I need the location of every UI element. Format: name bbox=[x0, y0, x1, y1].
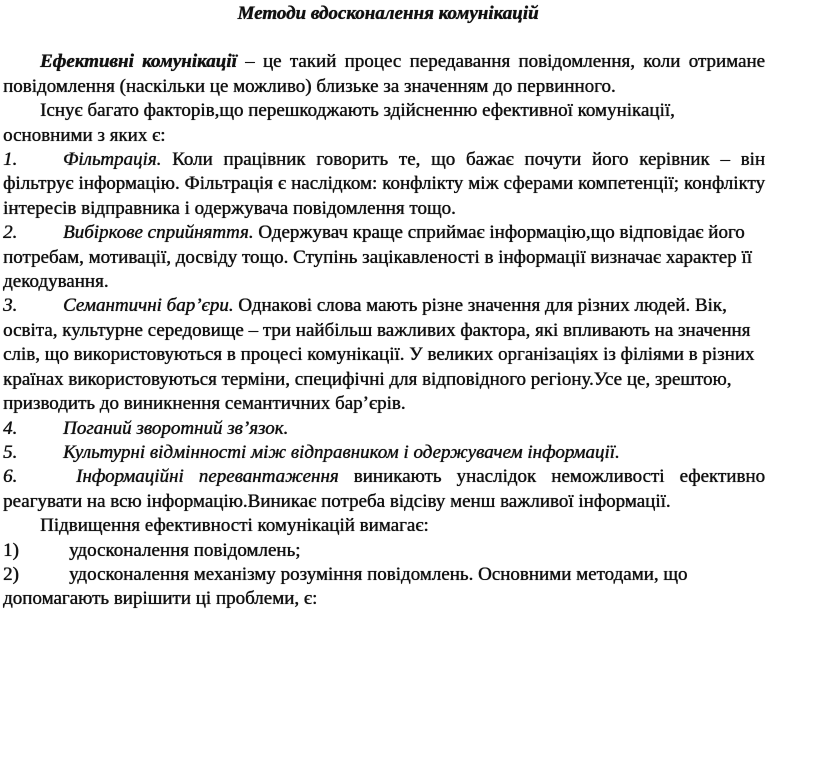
improvement-text: удосконалення повідомлень; bbox=[69, 539, 301, 561]
factor-text: виникають унаслідок неможливості ефективно реагувати на всю інформацію.Виникає потреба відсіву менш важливої інформації. bbox=[3, 466, 765, 512]
factor-item-3 bbox=[3, 294, 765, 416]
improvement-number: 1) bbox=[3, 539, 19, 561]
factors-intro: Існує багато факторів,що перешкоджають здійсненню ефективної комунікації, основними з яких є: bbox=[3, 100, 675, 146]
improvement-intro: Підвищення ефективності комунікацій вимагає: bbox=[40, 515, 429, 537]
definition-paragraph bbox=[3, 50, 765, 99]
factor-item-2 bbox=[3, 221, 765, 294]
factor-text: Одержувач краще сприймає інформацію,що відповідає його потребам, мотивації, досвіду тощо. Ступінь зацікавленості в інформації визначає характер її декодування. bbox=[3, 222, 752, 293]
definition-text: – це такий процес передавання повідомлення, коли отримане повідомлення (наскільки це можливо) близьке за значенням до первинного. bbox=[3, 51, 765, 97]
factor-item-5 bbox=[3, 441, 765, 465]
factor-term: Фільтрація. bbox=[63, 149, 162, 171]
factor-term: Вибіркове сприйняття. bbox=[63, 222, 254, 244]
factor-term: Інформаційні перевантаження bbox=[76, 466, 339, 488]
document-page bbox=[3, 2, 765, 612]
factor-number: 5. bbox=[3, 441, 18, 463]
factor-number: 2. bbox=[3, 222, 18, 244]
factor-item-6 bbox=[3, 465, 765, 514]
factor-item-1 bbox=[3, 148, 765, 221]
factor-number: 4. bbox=[3, 417, 18, 439]
document-title: Методи вдосконалення комунікацій bbox=[237, 3, 539, 24]
factor-term: Семантичні бар’єри. bbox=[63, 295, 234, 317]
factor-item-4 bbox=[3, 417, 765, 441]
factor-number: 6. bbox=[3, 466, 18, 488]
factor-text: Коли працівник говорить те, що бажає почути його керівник – він фільтрує інформацію. Фільтрація є наслідком: конфлікту між сферами компетенції; конфлікту інтересів відправника і одержувача повідомлення тощо. bbox=[3, 149, 765, 219]
factor-term: Культурні відмінності між відправником і одержувачем інформації. bbox=[63, 441, 620, 463]
factor-number: 3. bbox=[3, 295, 18, 317]
factor-term: Поганий зворотний зв’язок. bbox=[63, 417, 289, 439]
improvement-text: удосконалення механізму розуміння повідомлень. Основними методами, що допомагають вирішити ці проблеми, є: bbox=[3, 563, 688, 610]
factor-text: Однакові слова мають різне значення для різних людей. Вік, освіта, культурне середовище – три найбільш важливих фактора, які впливають на значення слів, що використовуються в процесі комунікації. У великих організаціях із філіями в різних країнах використовуються терміни, специфічні для відповідного регіону.Усе це, зрештою, призводить до виникнення семантичних бар’єрів. bbox=[3, 295, 755, 415]
improvement-number: 2) bbox=[3, 563, 19, 585]
factor-number: 1. bbox=[3, 149, 18, 171]
improvement-item-1 bbox=[3, 539, 765, 563]
improvement-item-2 bbox=[3, 563, 765, 612]
definition-term: Ефективні комунікації bbox=[40, 51, 237, 73]
